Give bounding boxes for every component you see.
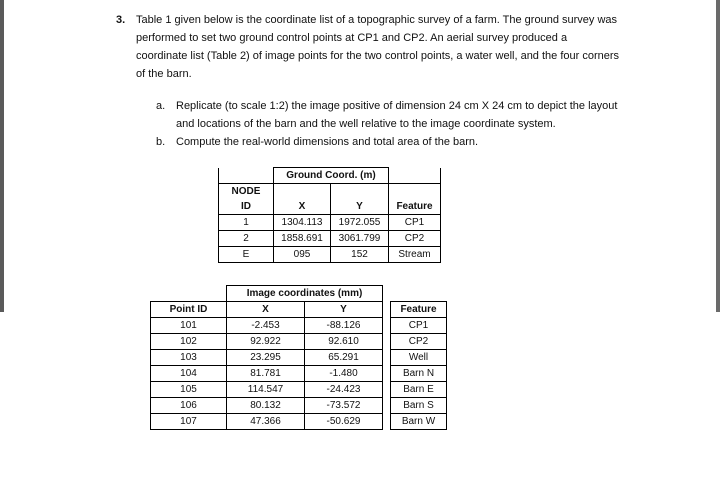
table-row: 103 23.295 65.291 Well [151,350,447,366]
table-row: 104 81.781 -1.480 Barn N [151,366,447,382]
img-feature-header: Feature [391,302,447,318]
img-x-header: X [227,302,305,318]
point-id-header: Point ID [151,302,227,318]
left-edge-bar [0,0,4,312]
image-coord-group-header: Image coordinates (mm) [227,286,383,302]
table-row: 106 80.132 -73.572 Barn S [151,398,447,414]
right-edge-bar [716,0,720,312]
table-row: 2 1858.691 3061.799 CP2 [219,231,441,247]
ground-coordinates-table [218,167,441,263]
node-header-line1: NODE [219,184,274,200]
ground-coord-group-header: Ground Coord. (m) [274,168,389,184]
node-header-line2: ID [219,199,274,215]
img-y-header: Y [305,302,383,318]
subitem-b-label: b. [156,136,166,148]
image-coordinates-table [150,285,447,430]
table-row: 102 92.922 92.610 CP2 [151,334,447,350]
table-row: 107 47.366 -50.629 Barn W [151,414,447,430]
table-row: 101 -2.453 -88.126 CP1 [151,318,447,334]
subitem-a-label: a. [156,100,166,112]
question-text: Table 1 given below is the coordinate list of a topographic survey of a farm. The ground survey was performed to set two ground control points at CP1 and CP2. An aerial survey produced a coordinate list (Table 2) of image points for the two control points, a water well, and the four corners of the barn. [136,14,620,80]
table-row: 1 1304.113 1972.055 CP1 [219,215,441,231]
question-number: 3. [116,14,126,26]
subitem-b-text: Compute the real-world dimensions and total area of the barn. [176,136,479,148]
table-row: E 095 152 Stream [219,247,441,263]
table-row: 105 114.547 -24.423 Barn E [151,382,447,398]
feature-header: Feature [389,199,441,215]
y-header: Y [331,199,389,215]
subitem-a-text: Replicate (to scale 1:2) the image positive of dimension 24 cm X 24 cm to depict the layout and locations of the barn and the well relative to the image coordinate system. [176,100,618,130]
x-header: X [274,199,331,215]
